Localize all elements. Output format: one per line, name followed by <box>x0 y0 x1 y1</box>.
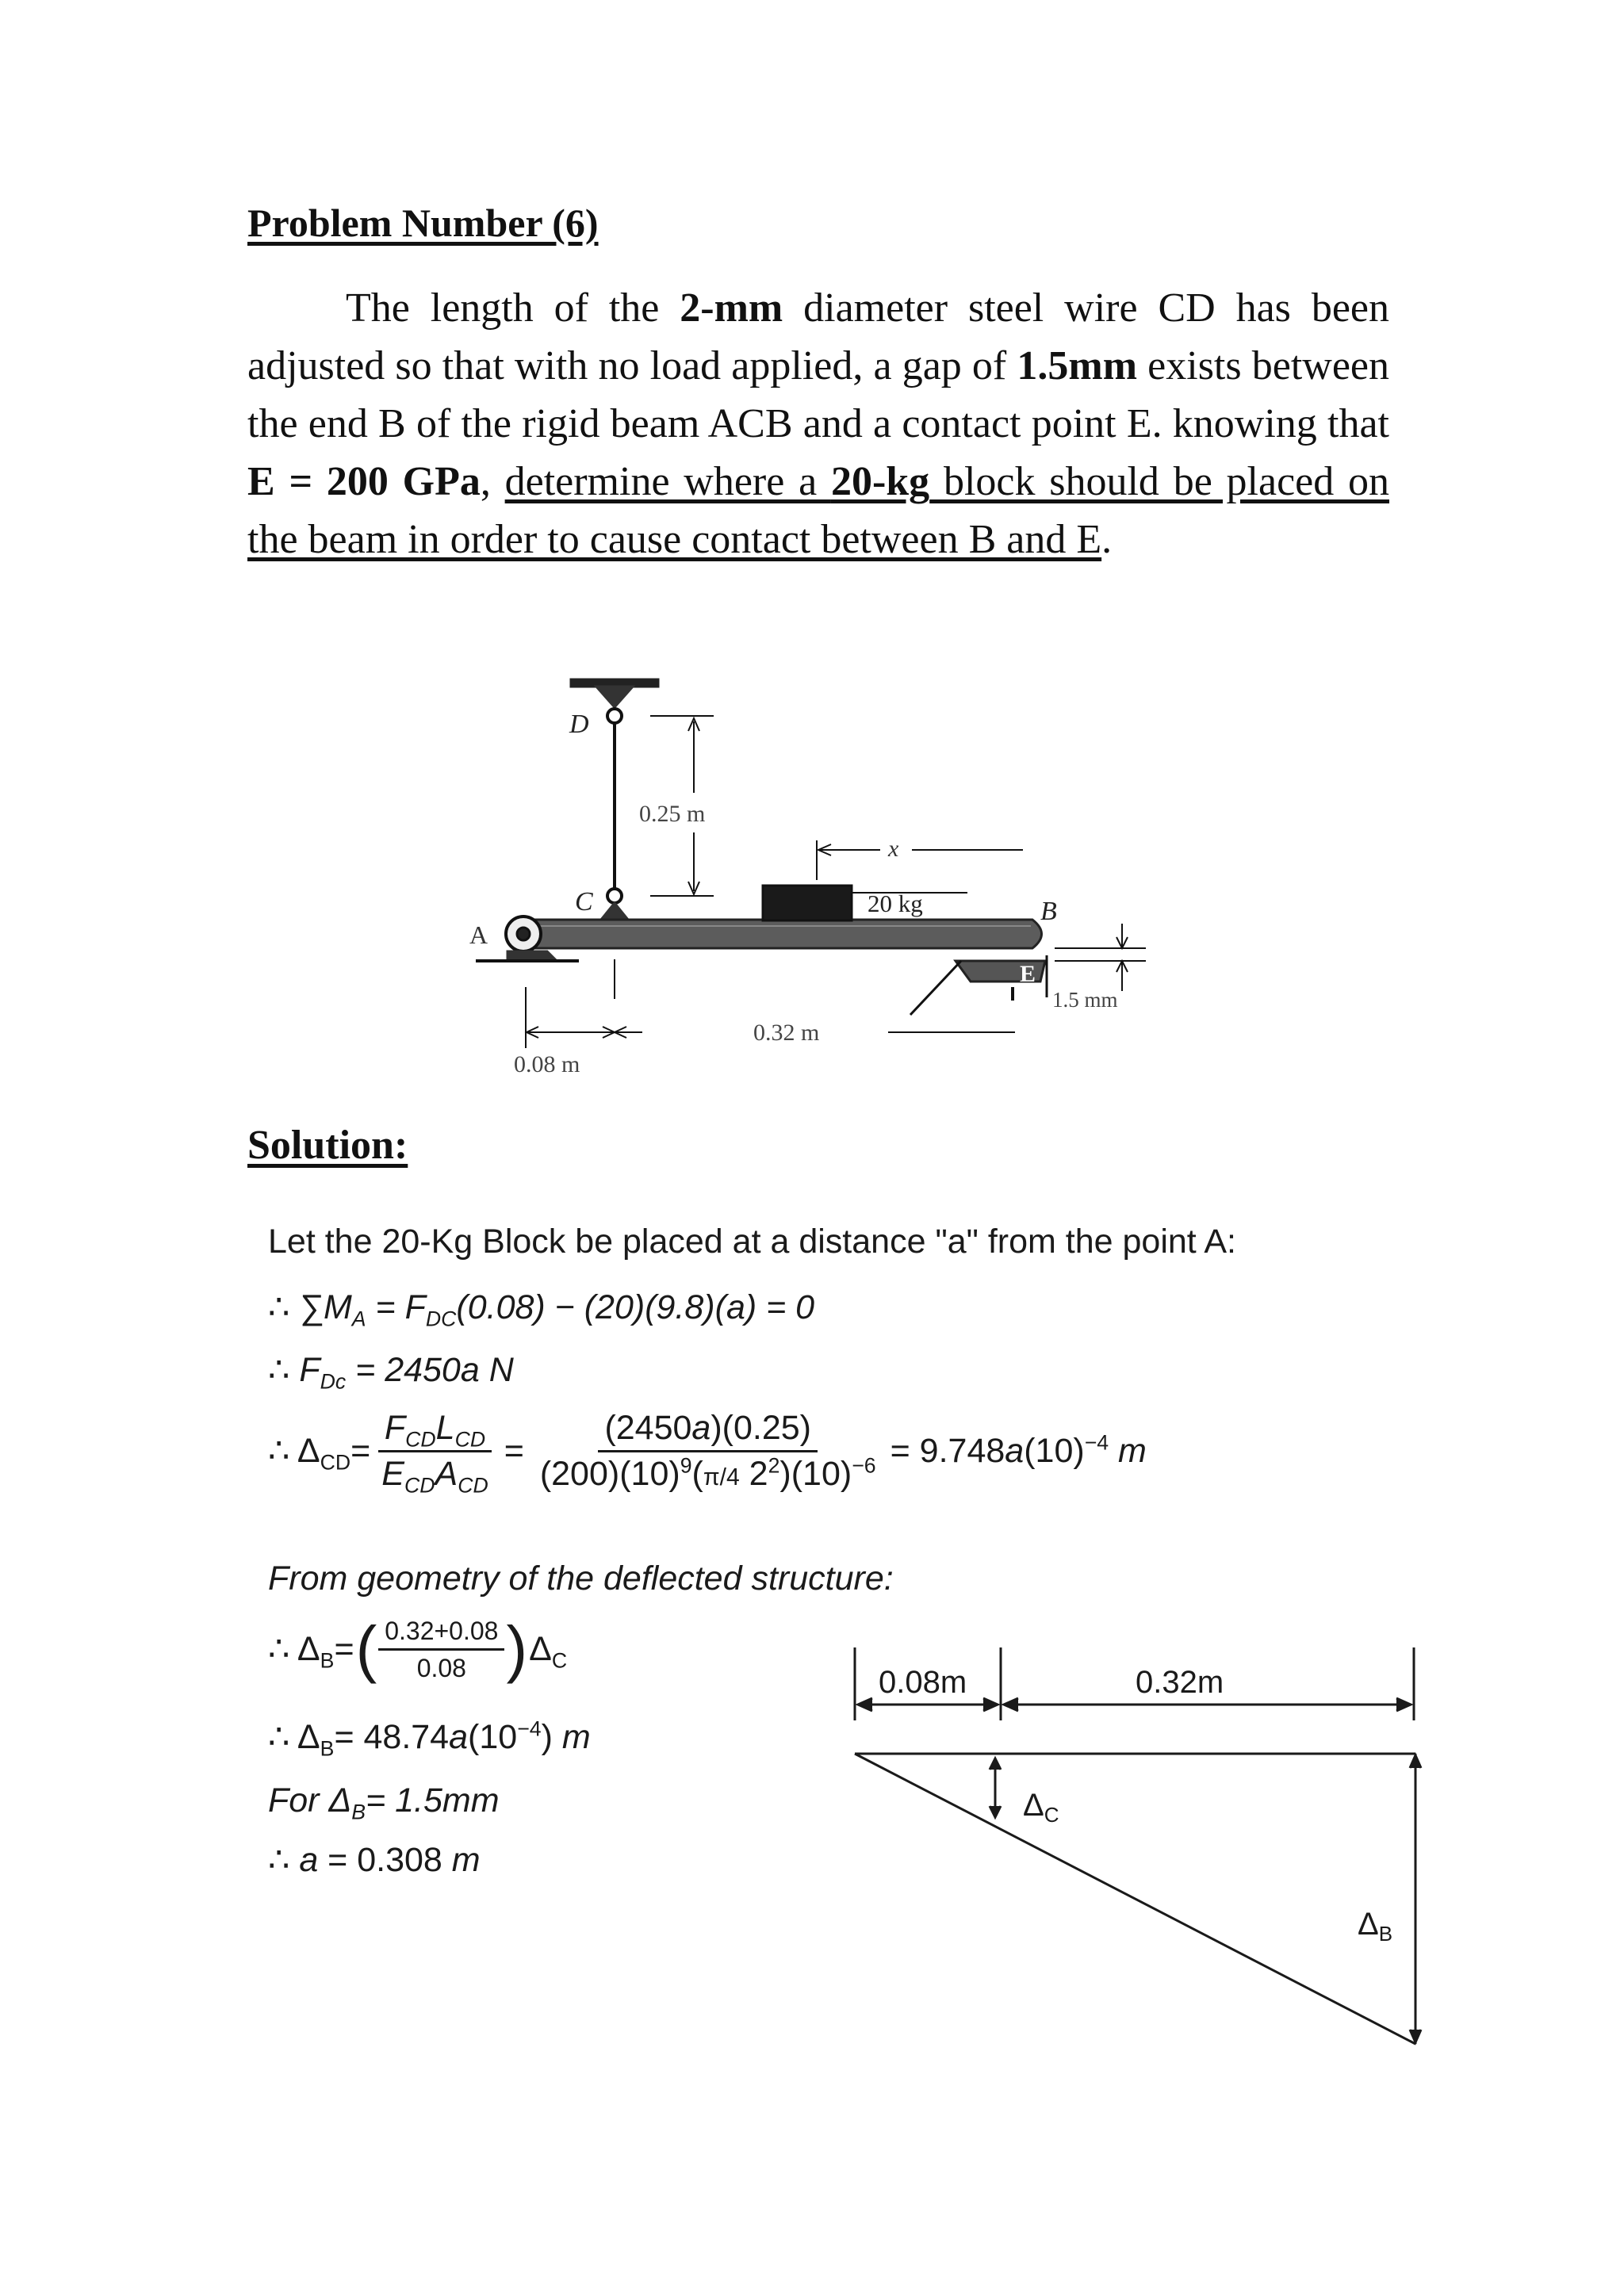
statement-bold: E = 200 GPa <box>247 459 481 504</box>
equation-elongation: ∴ $\Delta_{CD}=$ $\frac{F_{CD}L_{CD}}{E_{CD}A_{CD}}$ = $\frac{(2450a)(0.25)}{(200)(10)^9(\pi/4 2^2)(10)^{-6}}$ = $9.748a(10)^{-4}$ m <box>268 1409 1147 1498</box>
geometry-line: From geometry of the deflected structure: <box>268 1559 894 1598</box>
problem-statement <box>247 279 1389 568</box>
dim-ac-label: 0.08 m <box>514 1051 580 1077</box>
dim-right-label: 0.32m <box>1136 1665 1224 1700</box>
dim-left-label: 0.08m <box>879 1665 967 1700</box>
statement-part: exists between the end B of the rigid beam ACB and a contact point E. knowing that <box>247 343 1389 446</box>
statement-part: . <box>1101 517 1113 562</box>
statement-bold-underlined: 20-kg <box>830 459 930 504</box>
dim-wire-label: 0.25 m <box>639 801 706 827</box>
deflection-diagram <box>841 1617 1443 2061</box>
statement-underlined: block should be placed on the beam in order to cause contact between B and E <box>247 459 1390 562</box>
deflected-line <box>855 1754 1415 2044</box>
beam-figure <box>444 666 1205 1094</box>
solution-intro: Let the 20-Kg Block be placed at a distance "a" from the point A: <box>268 1223 1236 1261</box>
delta-b-label: $\Delta_B$ <box>1358 1907 1393 1946</box>
equation-answer: ∴ a = 0.308 m <box>268 1841 481 1879</box>
label-d: D <box>569 710 589 739</box>
statement-part: , <box>480 459 505 504</box>
statement-bold: 1.5mm <box>1017 343 1138 388</box>
problem-heading: Problem Number (6) <box>247 201 599 245</box>
dim-beam-label: 0.32 m <box>753 1020 820 1046</box>
label-c: C <box>575 887 593 916</box>
solution-heading: Solution: <box>247 1123 408 1168</box>
statement-part: The length of the <box>346 285 680 331</box>
pin-c <box>607 889 622 903</box>
statement-part: diameter steel wire CD has been adjusted so that with no load applied, a gap of <box>247 285 1389 388</box>
block-label: 20 kg <box>868 890 923 917</box>
ratio-numerator: 0.32+0.08 <box>378 1618 504 1651</box>
bracket-c <box>601 903 628 920</box>
label-b: B <box>1040 897 1057 926</box>
ratio-denominator: 0.08 <box>416 1653 466 1682</box>
beam-acb <box>514 920 1042 948</box>
equation-moment: ∴ $\sum M_A = F_{DC}(0.08) - (20)(9.8)(a) = 0$ <box>268 1288 815 1331</box>
statement-bold: 2-mm <box>680 285 783 331</box>
delta-c-label: $\Delta_C$ <box>1023 1788 1059 1827</box>
statement-underlined: determine where a <box>504 459 831 504</box>
dim-gap-label: 1.5 mm <box>1052 988 1118 1012</box>
equation-deflection-ratio: ∴ $\Delta_B=$ ( $\frac{0.32+0.08}{0.08}$ ) $\Delta_C$ <box>268 1613 568 1684</box>
equation-force: ∴ $F_{Dc} = 2450a$ N <box>268 1351 514 1394</box>
label-a: A <box>469 920 488 949</box>
ceiling-bracket <box>596 687 633 707</box>
pin-d <box>607 709 622 723</box>
equation-deflection-b: ∴ $\Delta_B= 48.74a(10^{-4})$ m <box>268 1716 591 1761</box>
block-20kg <box>763 886 852 920</box>
equation-given: For $\Delta_B= 1.5mm$ <box>268 1781 500 1824</box>
dim-x-label: x <box>888 836 899 862</box>
label-e: E <box>1020 961 1036 987</box>
